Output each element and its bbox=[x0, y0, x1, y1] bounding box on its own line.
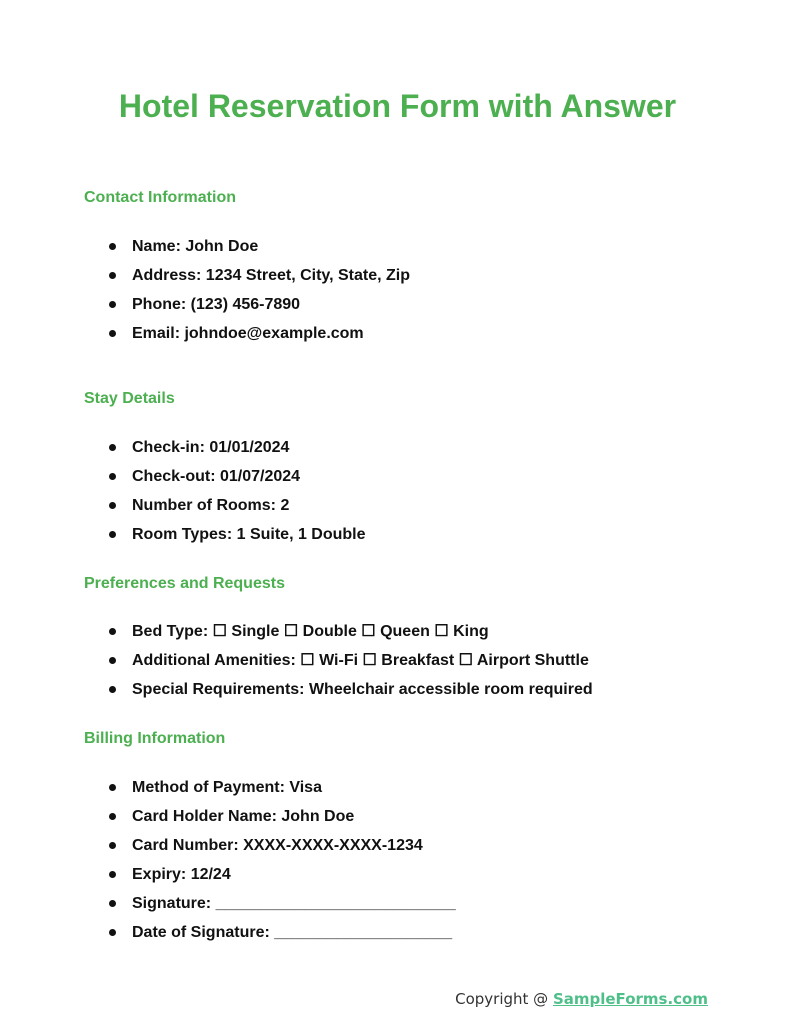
sampleforms-link[interactable]: SampleForms.com bbox=[552, 990, 708, 1008]
copyright-text: Copyright @ bbox=[455, 990, 553, 1008]
bullet-icon bbox=[109, 871, 116, 878]
list-item: Card Number: XXXX-XXXX-XXXX-1234 bbox=[84, 836, 456, 865]
bullet-icon bbox=[109, 900, 116, 907]
list-item: Room Types: 1 Suite, 1 Double bbox=[84, 525, 366, 554]
list-item: Signature: ___________________________ bbox=[84, 894, 456, 923]
section-heading-preferences: Preferences and Requests bbox=[84, 575, 285, 592]
bullet-icon bbox=[109, 929, 116, 936]
section-heading-contact: Contact Information bbox=[84, 189, 236, 206]
bullet-icon bbox=[109, 842, 116, 849]
section-heading-billing: Billing Information bbox=[84, 730, 226, 747]
bullet-icon bbox=[109, 444, 116, 451]
bullet-icon bbox=[109, 813, 116, 820]
bullet-icon bbox=[109, 657, 116, 664]
list-item: Bed Type: ☐ Single ☐ Double ☐ Queen ☐ King bbox=[84, 622, 593, 651]
bullet-icon bbox=[109, 473, 116, 480]
list-item: Name: John Doe bbox=[84, 237, 410, 266]
bullet-icon bbox=[109, 628, 116, 635]
bullet-icon bbox=[109, 686, 116, 693]
copyright-footer bbox=[455, 990, 708, 1008]
bullet-icon bbox=[109, 502, 116, 509]
list-item: Additional Amenities: ☐ Wi-Fi ☐ Breakfast ☐ Airport Shuttle bbox=[84, 651, 593, 680]
list-item: Date of Signature: ____________________ bbox=[84, 923, 456, 952]
bullet-icon bbox=[109, 243, 116, 250]
preferences-list bbox=[84, 622, 593, 709]
bullet-icon bbox=[109, 784, 116, 791]
section-heading-stay: Stay Details bbox=[84, 390, 175, 407]
list-item: Email: johndoe@example.com bbox=[84, 324, 410, 353]
bullet-icon bbox=[109, 301, 116, 308]
billing-list bbox=[84, 778, 456, 952]
contact-list bbox=[84, 237, 410, 353]
list-item: Phone: (123) 456-7890 bbox=[84, 295, 410, 324]
list-item: Special Requirements: Wheelchair accessible room required bbox=[84, 680, 593, 709]
bullet-icon bbox=[109, 272, 116, 279]
stay-list bbox=[84, 438, 366, 554]
list-item: Method of Payment: Visa bbox=[84, 778, 456, 807]
list-item: Check-in: 01/01/2024 bbox=[84, 438, 366, 467]
list-item: Card Holder Name: John Doe bbox=[84, 807, 456, 836]
bullet-icon bbox=[109, 330, 116, 337]
list-item: Address: 1234 Street, City, State, Zip bbox=[84, 266, 410, 295]
bullet-icon bbox=[109, 531, 116, 538]
page-title: Hotel Reservation Form with Answer bbox=[118, 88, 677, 124]
list-item: Check-out: 01/07/2024 bbox=[84, 467, 366, 496]
list-item: Number of Rooms: 2 bbox=[84, 496, 366, 525]
list-item: Expiry: 12/24 bbox=[84, 865, 456, 894]
